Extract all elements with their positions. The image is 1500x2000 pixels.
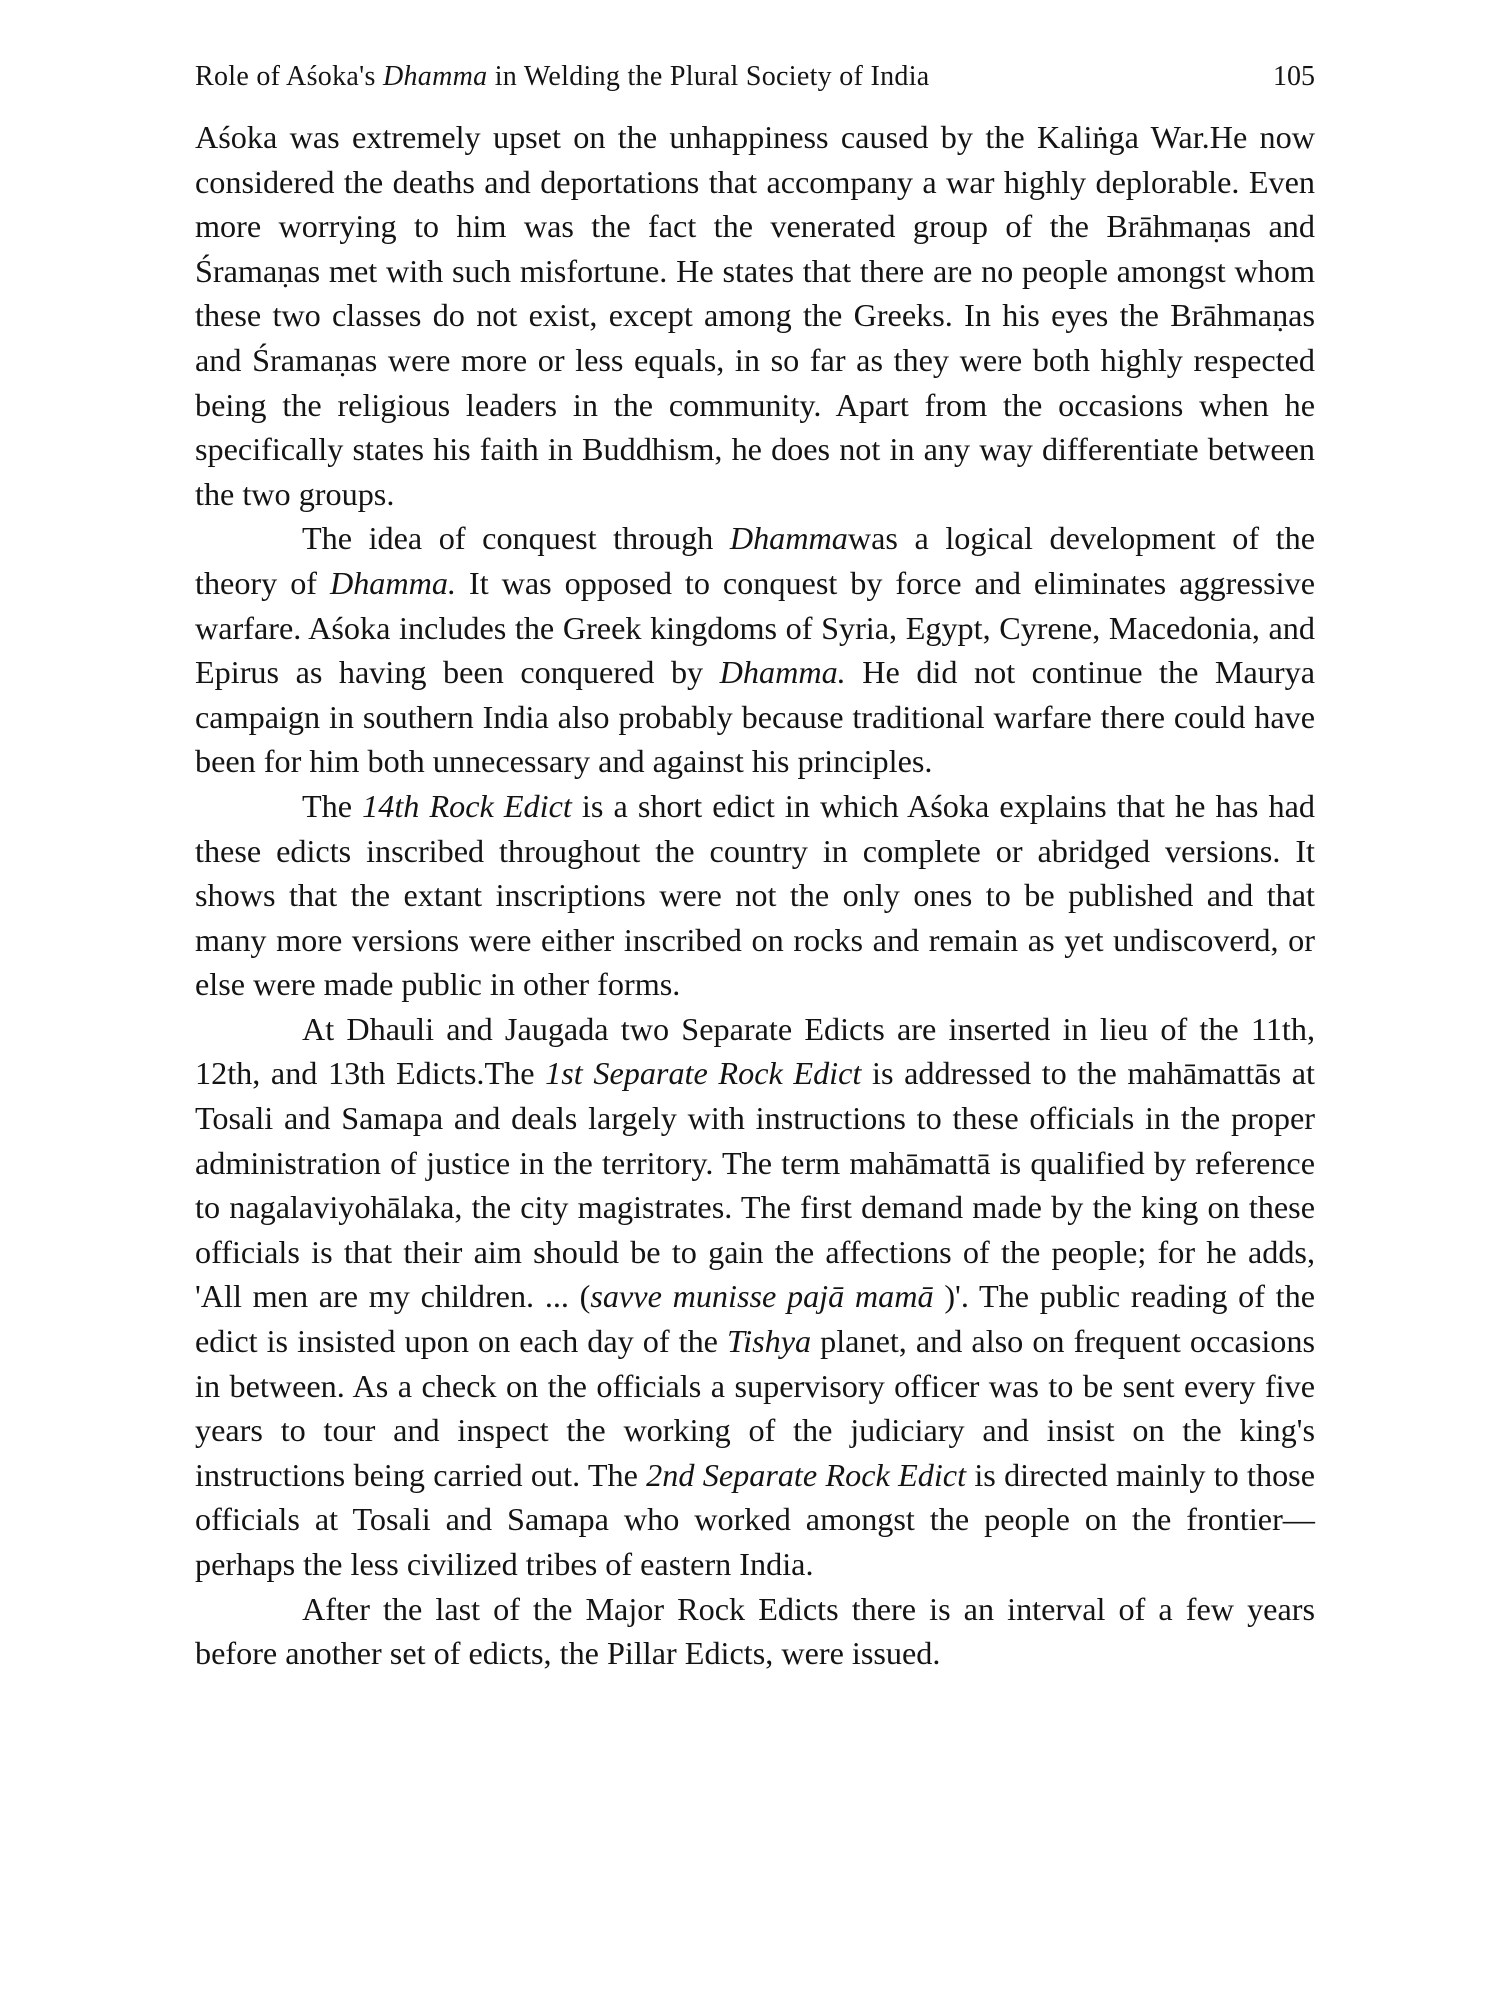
italic-text: Dhamma.: [329, 564, 457, 601]
paragraph-text: was a logical development of the theory of: [195, 520, 1315, 601]
italic-text: Dhamma.: [719, 654, 846, 691]
paragraph: [195, 115, 1315, 516]
paragraph-text: The: [302, 787, 363, 824]
running-title-text: Role of Aśoka's: [195, 61, 383, 92]
paragraph-text: The idea of conquest through: [302, 520, 730, 557]
paragraph-text: is a short edict in which Aśoka explains that he has had these edicts inscribed throughout the country in complete or abridged versions. It shows that the extant inscriptions were not the only ones to be published and that many more versions were either inscribed on rocks and remain as yet undiscoverd, or else were made public in other forms.: [195, 787, 1315, 1003]
running-title: [195, 55, 930, 99]
running-header: [195, 55, 1315, 99]
paragraph-text: planet, and also on frequent occasions in between. As a check on the officials a supervisory officer was to be sent every five years to tour and inspect the working of the judiciary and insist on the king's instructions being carried out. The: [195, 1323, 1316, 1493]
italic-text: Tishya: [727, 1323, 812, 1360]
running-title-text-end: in Welding the Plural Society of India: [487, 61, 930, 92]
paragraph-text: is directed mainly to those officials at Tosali and Samapa who worked amongst the people on the frontier—perhaps the less civilized tribes of eastern India.: [195, 1456, 1315, 1582]
paragraph-text: is addressed to the mahāmattās at Tosali and Samapa and deals largely with instructions to these officials in the proper administration of justice in the territory. The term mahāmattā is qualified by reference to nagalaviyohālaka, the city magistrates. The first demand made by the king on these officials is that their aim should be to gain the affections of the people; for he adds, 'All men are my children. ... (: [195, 1055, 1315, 1315]
paragraph-text: He did not continue the Maurya campaign in southern India also probably because traditional warfare there could have been for him both unnecessary and against his principles.: [195, 654, 1315, 780]
paragraph: [195, 516, 1315, 784]
paragraph-text: Aśoka was extremely upset on the unhappiness caused by the Kaliṅga War.He now considered the deaths and deportations that accompany a war highly deplorable. Even more worrying to him was the fact the venerated group of the Brāhmaṇas and Śramaṇas met with such misfortune. He states that there are no people amongst whom these two classes do not exist, except among the Greeks. In his eyes the Brāhmaṇas and Śramaṇas were more or less equals, in so far as they were both highly respected being the religious leaders in the community. Apart from the occasions when he specifically states his faith in Buddhism, he does not in any way differentiate between the two groups.: [195, 119, 1315, 512]
italic-text: savve munisse pajā mamā: [590, 1278, 934, 1315]
paragraph-text: At Dhauli and Jaugada two Separate Edicts are inserted in lieu of the 11th, 12th, and 13th Edicts.The: [195, 1010, 1315, 1092]
italic-text: 2nd Separate Rock Edict: [646, 1456, 967, 1493]
italic-text: 14th Rock Edict: [362, 787, 572, 824]
paragraph-text: After the last of the Major Rock Edicts there is an interval of a few years before another set of edicts, the Pillar Edicts, were issued.: [195, 1590, 1315, 1672]
body-text: [195, 115, 1315, 1676]
paragraph: [195, 1007, 1315, 1587]
paragraph-text: It was opposed to conquest by force and eliminates aggressive warfare. Aśoka includes the Greek kingdoms of Syria, Egypt, Cyrene, Macedonia, and Epirus as having been conquered by: [195, 564, 1315, 691]
book-page: [195, 55, 1315, 1676]
running-title-italic: Dhamma: [382, 61, 488, 92]
italic-text: 1st Separate Rock Edict: [545, 1055, 862, 1092]
italic-text: Dhamma: [729, 520, 848, 557]
paragraph-text: )'. The public reading of the edict is insisted upon on each day of the: [195, 1278, 1315, 1360]
paragraph: [195, 784, 1315, 1007]
paragraph: [195, 1587, 1315, 1676]
page-number: 105: [1273, 61, 1315, 92]
